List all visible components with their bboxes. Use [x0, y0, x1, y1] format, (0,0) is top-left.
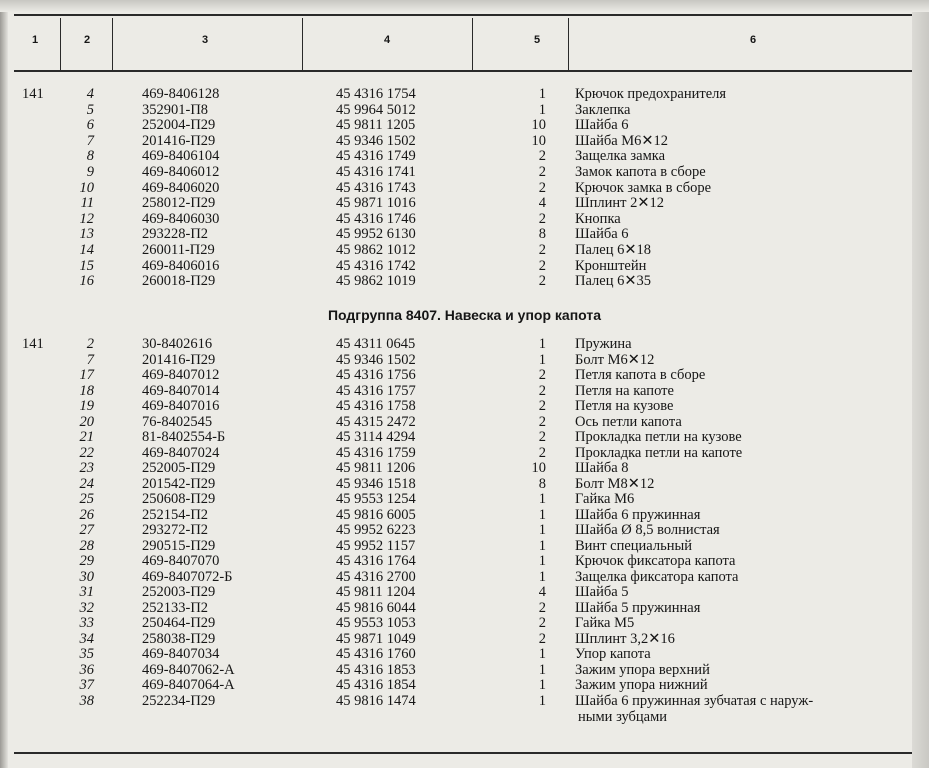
- column-header-6: 6: [749, 34, 757, 46]
- position-number: 8: [86, 148, 94, 165]
- table-row: [0, 631, 929, 647]
- part-number: 258012-П29: [142, 195, 216, 212]
- catalog-code: 45 4316 1749: [336, 148, 416, 165]
- quantity: 2: [538, 429, 546, 445]
- part-number: 252234-П29: [142, 692, 216, 709]
- quantity: 2: [538, 179, 546, 196]
- table-row: [0, 445, 929, 461]
- position-number: 6: [86, 117, 94, 134]
- position-number: 2: [86, 336, 94, 352]
- table-row: [0, 553, 929, 569]
- page-number: 141: [22, 86, 44, 102]
- table-row: [0, 476, 929, 492]
- part-number: 469-8406016: [142, 257, 220, 274]
- catalog-code: 45 9816 6005: [336, 506, 416, 523]
- position-number: 14: [79, 242, 94, 258]
- part-name: Шайба 5: [575, 584, 629, 600]
- table-row: [0, 352, 929, 368]
- position-number: 16: [79, 273, 94, 290]
- table-row: [0, 646, 929, 662]
- table-row: [0, 398, 929, 414]
- catalog-code: 45 9862 1012: [336, 242, 416, 258]
- part-number: 252133-П2: [142, 599, 209, 616]
- catalog-code: 45 4316 1764: [336, 553, 416, 569]
- table-row: [0, 615, 929, 631]
- page-top-shade: [0, 0, 929, 12]
- column-header-2: 2: [83, 34, 91, 46]
- part-number: 352901-П8: [142, 101, 209, 118]
- table-row: [0, 414, 929, 430]
- quantity: 1: [538, 661, 546, 678]
- table-bottom-rule: [14, 752, 912, 754]
- column-header-3: 3: [201, 34, 209, 46]
- position-number: 26: [79, 506, 94, 523]
- position-number: 23: [79, 460, 94, 476]
- part-name: Палец 6✕35: [575, 273, 651, 290]
- catalog-code: 45 9871 1016: [336, 195, 416, 212]
- part-name: Гайка М6: [575, 491, 635, 507]
- position-number: 27: [79, 522, 94, 538]
- part-number: 250608-П29: [142, 491, 216, 507]
- quantity: 2: [538, 630, 546, 647]
- quantity: 2: [538, 615, 546, 631]
- part-number: 469-8407064-А: [142, 677, 235, 693]
- position-number: 11: [80, 195, 94, 212]
- part-number: 250464-П29: [142, 615, 216, 631]
- part-name: Шайба 5 пружинная: [575, 599, 701, 616]
- quantity: 2: [538, 382, 546, 399]
- part-name: Шплинт 3,2✕16: [575, 630, 675, 647]
- position-number: 17: [79, 367, 94, 383]
- table-row: [0, 226, 929, 242]
- catalog-code: 45 9346 1518: [336, 475, 416, 492]
- part-number: 252003-П29: [142, 584, 216, 600]
- table-row: [0, 522, 929, 538]
- quantity: 1: [538, 86, 546, 102]
- part-name: Защелка фиксатора капота: [575, 568, 739, 585]
- quantity: 2: [538, 398, 546, 414]
- part-name: Палец 6✕18: [575, 242, 651, 258]
- catalog-code: 45 4316 1746: [336, 210, 416, 227]
- position-number: 34: [79, 630, 94, 647]
- header-col-sep-4: [472, 18, 473, 70]
- continuation-line: ными зубцами: [578, 709, 668, 725]
- table-row: [0, 117, 929, 133]
- quantity: 2: [538, 148, 546, 165]
- table-row: [0, 383, 929, 399]
- table-row: [0, 336, 929, 352]
- part-number: 293272-П2: [142, 522, 209, 538]
- catalog-code: 45 4316 1742: [336, 257, 416, 274]
- catalog-code: 45 9811 1205: [336, 117, 416, 134]
- position-number: 13: [79, 226, 94, 243]
- quantity: 2: [538, 367, 546, 383]
- table-row: [0, 460, 929, 476]
- position-number: 9: [86, 164, 94, 180]
- part-name: Прокладка петли на капоте: [575, 444, 743, 461]
- catalog-code: 45 4316 1853: [336, 661, 416, 678]
- position-number: 32: [79, 599, 94, 616]
- header-bottom-rule: [14, 70, 912, 72]
- part-number: 290515-П29: [142, 537, 216, 554]
- part-name: Винт специальный: [575, 537, 692, 554]
- quantity: 1: [538, 568, 546, 585]
- part-number: 260018-П29: [142, 273, 216, 290]
- part-name: Пружина: [575, 336, 632, 352]
- table-row: [0, 491, 929, 507]
- position-number: 4: [86, 86, 94, 102]
- catalog-code: 45 9811 1206: [336, 460, 416, 476]
- catalog-code: 45 9952 6130: [336, 226, 416, 243]
- part-name: Гайка М5: [575, 615, 635, 631]
- catalog-code: 45 9816 1474: [336, 692, 416, 709]
- catalog-code: 45 9952 1157: [336, 537, 416, 554]
- part-name: Шайба 6: [575, 226, 629, 243]
- part-name: Болт М6✕12: [575, 351, 655, 368]
- position-number: 20: [79, 413, 94, 430]
- part-number: 81-8402554-Б: [142, 429, 226, 445]
- position-number: 24: [79, 475, 94, 492]
- quantity: 1: [538, 677, 546, 693]
- part-number: 469-8406128: [142, 86, 220, 102]
- catalog-code: 45 4311 0645: [336, 336, 416, 352]
- part-name: Шайба 6 пружинная: [575, 506, 701, 523]
- quantity: 10: [531, 132, 546, 149]
- page-number: 141: [22, 336, 44, 352]
- part-name: Зажим упора нижний: [575, 677, 708, 693]
- quantity: 2: [538, 413, 546, 430]
- catalog-code: 45 4316 1760: [336, 646, 416, 662]
- part-name: Заклепка: [575, 101, 631, 118]
- part-number: 252154-П2: [142, 506, 209, 523]
- part-number: 293228-П2: [142, 226, 209, 243]
- part-number: 201416-П29: [142, 132, 216, 149]
- part-number: 260011-П29: [142, 242, 215, 258]
- table-row: [0, 242, 929, 258]
- part-name: Кронштейн: [575, 257, 647, 274]
- catalog-code: 45 9816 6044: [336, 599, 416, 616]
- header-col-sep-5: [568, 18, 569, 70]
- quantity: 2: [538, 210, 546, 227]
- part-number: 469-8406020: [142, 179, 220, 196]
- catalog-code: 45 4316 1757: [336, 382, 416, 399]
- quantity: 1: [538, 553, 546, 569]
- catalog-code: 45 9553 1053: [336, 615, 416, 631]
- part-name: Крючок предохранителя: [575, 86, 727, 102]
- position-number: 19: [79, 398, 94, 414]
- part-name: Ось петли капота: [575, 413, 682, 430]
- part-name: Замок капота в сборе: [575, 164, 706, 180]
- quantity: 4: [538, 195, 546, 212]
- part-name: Крючок фиксатора капота: [575, 553, 736, 569]
- header-col-sep-1: [60, 18, 61, 70]
- part-name: Защелка замка: [575, 148, 666, 165]
- quantity: 1: [538, 506, 546, 523]
- position-number: 35: [79, 646, 94, 662]
- part-number: 252005-П29: [142, 460, 216, 476]
- catalog-code: 45 9871 1049: [336, 630, 416, 647]
- catalog-code: 45 4316 2700: [336, 568, 416, 585]
- catalog-code: 45 3114 4294: [336, 429, 416, 445]
- quantity: 8: [538, 475, 546, 492]
- table-row: [0, 662, 929, 678]
- table-row: [0, 429, 929, 445]
- catalog-code: 45 4316 1854: [336, 677, 416, 693]
- part-name: Петля на кузове: [575, 398, 674, 414]
- quantity: 2: [538, 599, 546, 616]
- catalog-code: 45 9346 1502: [336, 132, 416, 149]
- table-row: [0, 367, 929, 383]
- part-number: 201416-П29: [142, 351, 216, 368]
- position-number: 7: [86, 351, 94, 368]
- quantity: 1: [538, 522, 546, 538]
- part-name: Зажим упора верхний: [575, 661, 710, 678]
- part-number: 258038-П29: [142, 630, 216, 647]
- part-name: Шплинт 2✕12: [575, 195, 665, 212]
- quantity: 2: [538, 257, 546, 274]
- table-row: [0, 600, 929, 616]
- part-name: Петля на капоте: [575, 382, 674, 399]
- part-number: 469-8406012: [142, 164, 220, 180]
- table-row: [0, 148, 929, 164]
- quantity: 2: [538, 242, 546, 258]
- table-row: [0, 258, 929, 274]
- table-row: [0, 133, 929, 149]
- part-number: 469-8407012: [142, 367, 220, 383]
- catalog-code: 45 9952 6223: [336, 522, 416, 538]
- table-row: [0, 180, 929, 196]
- quantity: 10: [531, 460, 546, 476]
- part-number: 469-8407072-Б: [142, 568, 233, 585]
- position-number: 15: [79, 257, 94, 274]
- part-number: 469-8407016: [142, 398, 220, 414]
- table-row: [0, 273, 929, 289]
- table-row: [0, 677, 929, 693]
- table-row: [0, 86, 929, 102]
- header-col-sep-2: [112, 18, 113, 70]
- table-row: [0, 211, 929, 227]
- position-number: 10: [79, 179, 94, 196]
- catalog-code: 45 4316 1743: [336, 179, 416, 196]
- catalog-code: 45 4316 1741: [336, 164, 416, 180]
- part-name: Шайба 6: [575, 117, 629, 134]
- quantity: 2: [538, 444, 546, 461]
- part-number: 469-8406104: [142, 148, 220, 165]
- quantity: 4: [538, 584, 546, 600]
- quantity: 1: [538, 351, 546, 368]
- part-name: Кнопка: [575, 210, 621, 227]
- catalog-code: 45 4316 1754: [336, 86, 416, 102]
- quantity: 1: [538, 537, 546, 554]
- catalog-code: 45 4315 2472: [336, 413, 416, 430]
- quantity: 1: [538, 491, 546, 507]
- position-number: 38: [79, 692, 94, 709]
- table-row: [0, 507, 929, 523]
- part-number: 201542-П29: [142, 475, 216, 492]
- part-name: Петля капота в сборе: [575, 367, 706, 383]
- catalog-code: 45 9862 1019: [336, 273, 416, 290]
- catalog-code: 45 9346 1502: [336, 351, 416, 368]
- table-row: [0, 584, 929, 600]
- quantity: 2: [538, 273, 546, 290]
- header-top-rule: [14, 14, 912, 16]
- position-number: 7: [86, 132, 94, 149]
- position-number: 12: [79, 210, 94, 227]
- table-row: [0, 195, 929, 211]
- position-number: 5: [86, 101, 94, 118]
- part-number: 469-8407070: [142, 553, 220, 569]
- part-number: 252004-П29: [142, 117, 216, 134]
- position-number: 30: [79, 568, 94, 585]
- part-number: 469-8407062-А: [142, 661, 235, 678]
- part-name: Шайба М6✕12: [575, 132, 669, 149]
- part-number: 76-8402545: [142, 413, 213, 430]
- header-col-sep-3: [302, 18, 303, 70]
- position-number: 18: [79, 382, 94, 399]
- column-header-4: 4: [383, 34, 391, 46]
- column-header-1: 1: [31, 34, 39, 46]
- part-name: Шайба 8: [575, 460, 629, 476]
- position-number: 28: [79, 537, 94, 554]
- catalog-code: 45 4316 1756: [336, 367, 416, 383]
- part-name: Шайба 6 пружинная зубчатая с наруж-: [575, 692, 814, 709]
- quantity: 2: [538, 164, 546, 180]
- table-row: [0, 538, 929, 554]
- catalog-code: 45 9811 1204: [336, 584, 416, 600]
- part-number: 469-8407014: [142, 382, 220, 399]
- catalog-code: 45 9553 1254: [336, 491, 416, 507]
- quantity: 1: [538, 692, 546, 709]
- position-number: 36: [79, 661, 94, 678]
- table-row: [0, 693, 929, 709]
- column-header-5: 5: [533, 34, 541, 46]
- position-number: 25: [79, 491, 94, 507]
- part-name: Шайба Ø 8,5 волнистая: [575, 522, 720, 538]
- quantity: 1: [538, 101, 546, 118]
- part-number: 469-8407034: [142, 646, 220, 662]
- position-number: 37: [79, 677, 94, 693]
- quantity: 1: [538, 646, 546, 662]
- quantity: 1: [538, 336, 546, 352]
- part-name: Болт М8✕12: [575, 475, 655, 492]
- table-row: [0, 102, 929, 118]
- position-number: 22: [79, 444, 94, 461]
- part-number: 30-8402616: [142, 336, 213, 352]
- catalog-code: 45 9964 5012: [336, 101, 416, 118]
- quantity: 8: [538, 226, 546, 243]
- position-number: 31: [79, 584, 94, 600]
- part-number: 469-8406030: [142, 210, 220, 227]
- part-name: Упор капота: [575, 646, 651, 662]
- part-name: Прокладка петли на кузове: [575, 429, 742, 445]
- catalog-code: 45 4316 1759: [336, 444, 416, 461]
- position-number: 33: [79, 615, 94, 631]
- position-number: 29: [79, 553, 94, 569]
- subgroup-title: Подгруппа 8407. Навеска и упор капота: [327, 307, 602, 323]
- catalog-code: 45 4316 1758: [336, 398, 416, 414]
- table-row: [0, 164, 929, 180]
- position-number: 21: [79, 429, 94, 445]
- part-number: 469-8407024: [142, 444, 220, 461]
- quantity: 10: [531, 117, 546, 134]
- table-row: [0, 569, 929, 585]
- part-name: Крючок замка в сборе: [575, 179, 712, 196]
